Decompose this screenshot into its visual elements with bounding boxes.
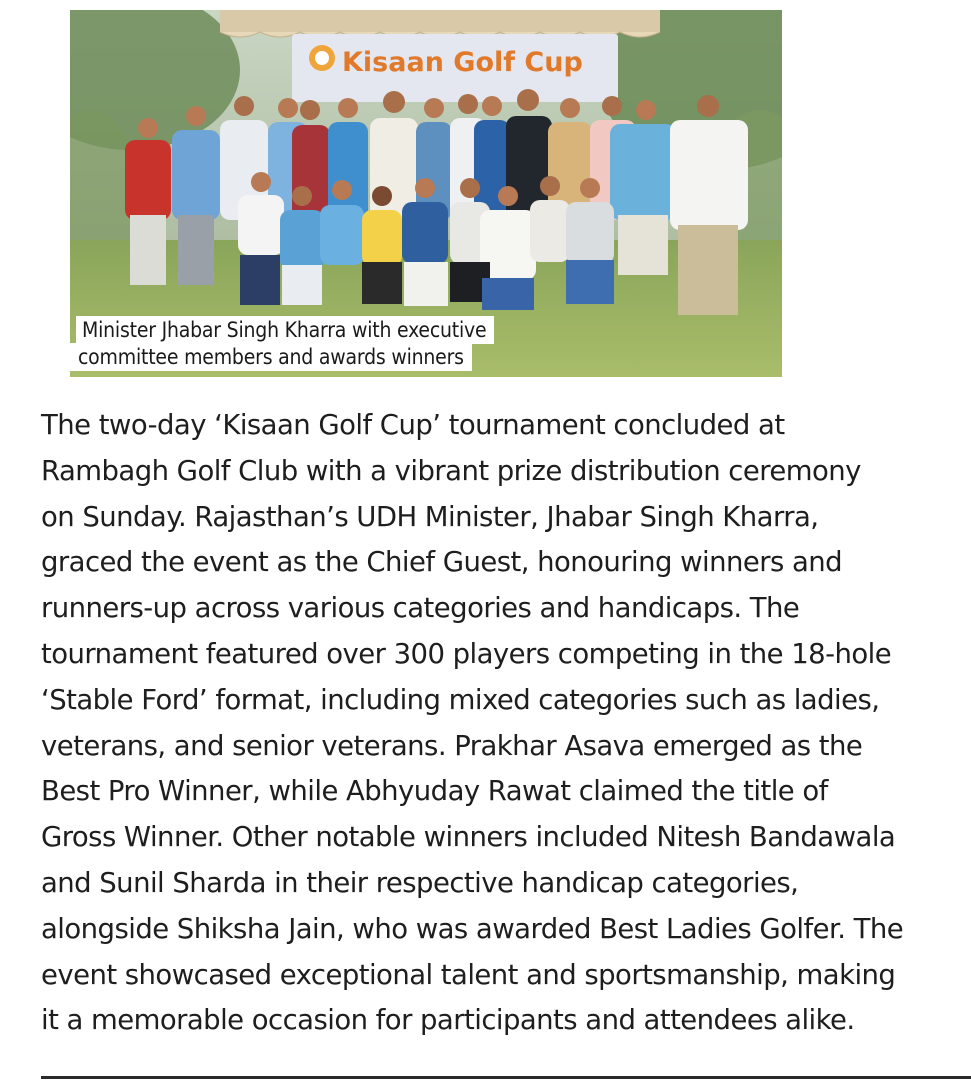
caption-text: committee members and awards winners xyxy=(78,345,464,369)
article-line: graced the event as the Chief Guest, honouring winners and xyxy=(41,546,843,579)
photo-caption-line-2 xyxy=(70,343,472,371)
article-line: alongside Shiksha Jain, who was awarded Best Ladies Golfer. The xyxy=(41,912,904,945)
article-line: The two-day ‘Kisaan Golf Cup’ tournament concluded at xyxy=(41,409,785,441)
article-line: runners-up across various categories and handicaps. The xyxy=(41,592,800,625)
article-line: on Sunday. Rajasthan’s UDH Minister, Jhabar Singh Kharra, xyxy=(41,500,819,533)
article-body xyxy=(41,403,941,1044)
banner-title: Kisaan Golf Cup xyxy=(342,47,583,78)
bottom-divider xyxy=(41,1076,971,1079)
article-line: Best Pro Winner, while Abhyuday Rawat claimed the title of xyxy=(41,775,828,808)
article-line: veterans, and senior veterans. Prakhar Asava emerged as the xyxy=(41,729,863,762)
article-line: ‘Stable Ford’ format, including mixed categories such as ladies, xyxy=(41,683,880,716)
article-line: and Sunil Sharda in their respective handicap categories, xyxy=(41,866,799,899)
photo-caption-line-1 xyxy=(76,316,494,344)
article-line: it a memorable occasion for participants and attendees alike. xyxy=(41,1004,855,1037)
article-line: Gross Winner. Other notable winners included Nitesh Bandawala xyxy=(41,821,896,854)
article-line: Rambagh Golf Club with a vibrant prize distribution ceremony xyxy=(41,454,861,487)
caption-text: Minister Jhabar Singh Kharra with executive xyxy=(82,318,487,342)
article-line: tournament featured over 300 players competing in the 18-hole xyxy=(41,637,892,670)
article-line: event showcased exceptional talent and sportsmanship, making xyxy=(41,958,896,991)
